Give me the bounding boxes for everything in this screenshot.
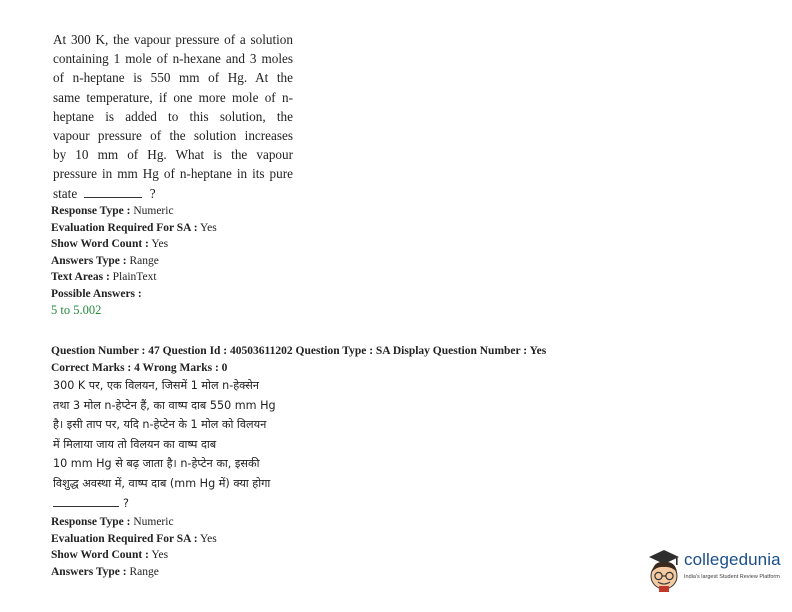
meta-row — [51, 236, 217, 253]
question-text-hindi — [53, 376, 295, 513]
question-line: same temperature, if one more mole of n- — [53, 89, 293, 105]
meta-label: Show Word Count : — [51, 549, 149, 562]
question-header-line: Question Number : 47 Question Id : 40503611202 Question Type : SA Display Question Number : Yes — [51, 345, 547, 357]
question-line: At 300 K, the vapour pressure of a solution — [53, 32, 293, 47]
question-last-suffix: ? — [123, 496, 129, 510]
meta-value: Numeric — [133, 516, 174, 528]
response-meta-2 — [51, 514, 217, 580]
question-line: है। इसी ताप पर, यदि n-हेप्टेन के 1 मोल को विलयन — [53, 418, 267, 432]
question-line: तथा 3 मोल n-हेप्टेन हैं, का वाष्प दाब 550 mm Hg — [53, 398, 276, 412]
answer-blank — [84, 196, 142, 198]
meta-row — [51, 253, 217, 270]
meta-label: Evaluation Required For SA : — [51, 532, 198, 545]
meta-label: Answers Type : — [51, 565, 127, 578]
question-line: में मिलाया जाय तो विलयन का वाष्प दाब — [53, 437, 217, 451]
meta-value: Numeric — [133, 205, 174, 217]
meta-row — [51, 220, 217, 237]
question-last-suffix: ? — [149, 185, 156, 201]
meta-row — [51, 203, 217, 220]
logo-tagline: India's largest Student Review Platform — [684, 574, 780, 580]
meta-row — [51, 547, 217, 564]
question-header — [51, 343, 546, 376]
question-line: विशुद्ध अवस्था में, वाष्प दाब (mm Hg में) क्या होगा — [53, 476, 271, 490]
question-line: heptane is added to this solution, the — [53, 108, 293, 124]
question-line: containing 1 mole of n-hexane and 3 moles — [53, 51, 293, 67]
meta-row — [51, 286, 217, 303]
meta-label: Response Type : — [51, 205, 131, 217]
meta-label: Possible Answers : — [51, 287, 142, 300]
logo-text: collegedunia — [684, 550, 781, 569]
meta-row — [51, 514, 217, 531]
meta-value: PlainText — [112, 271, 157, 284]
question-line: 300 K पर, एक विलयन, जिसमें 1 मोल n-हेक्सेन — [53, 379, 259, 392]
meta-row — [51, 564, 217, 581]
question-last-prefix: state — [53, 185, 78, 201]
question-text-english — [53, 30, 293, 203]
question-marks-line: Correct Marks : 4 Wrong Marks : 0 — [51, 361, 228, 374]
question-line: of n-heptane is 550 mm of Hg. At the — [53, 70, 293, 86]
meta-label: Evaluation Required For SA : — [51, 221, 198, 234]
question-last-line — [53, 494, 295, 514]
response-meta-1 — [51, 203, 217, 303]
meta-value: Yes — [151, 238, 169, 251]
possible-answer: 5 to 5.002 — [51, 303, 102, 317]
meta-value: Range — [129, 565, 159, 578]
meta-label: Response Type : — [51, 516, 131, 528]
answer-blank — [53, 505, 119, 507]
question-last-line — [53, 184, 293, 203]
meta-row — [51, 269, 217, 286]
meta-label: Answers Type : — [51, 254, 127, 267]
graduate-face-icon — [646, 548, 686, 594]
question-line: pressure in mm Hg of n-heptane in its pure — [53, 166, 293, 182]
meta-value: Yes — [151, 549, 169, 562]
meta-value: Yes — [200, 221, 217, 234]
question-line: vapour pressure of the solution increases — [53, 128, 293, 144]
meta-value: Yes — [200, 532, 217, 545]
meta-label: Show Word Count : — [51, 238, 149, 251]
collegedunia-logo — [646, 548, 786, 594]
meta-value: Range — [129, 254, 159, 267]
question-line: by 10 mm of Hg. What is the vapour — [53, 147, 293, 163]
meta-label: Text Areas : — [51, 271, 110, 284]
meta-row — [51, 531, 217, 548]
question-line: 10 mm Hg से बढ़ जाता है। n-हेप्टेन का, इसकी — [53, 457, 260, 471]
